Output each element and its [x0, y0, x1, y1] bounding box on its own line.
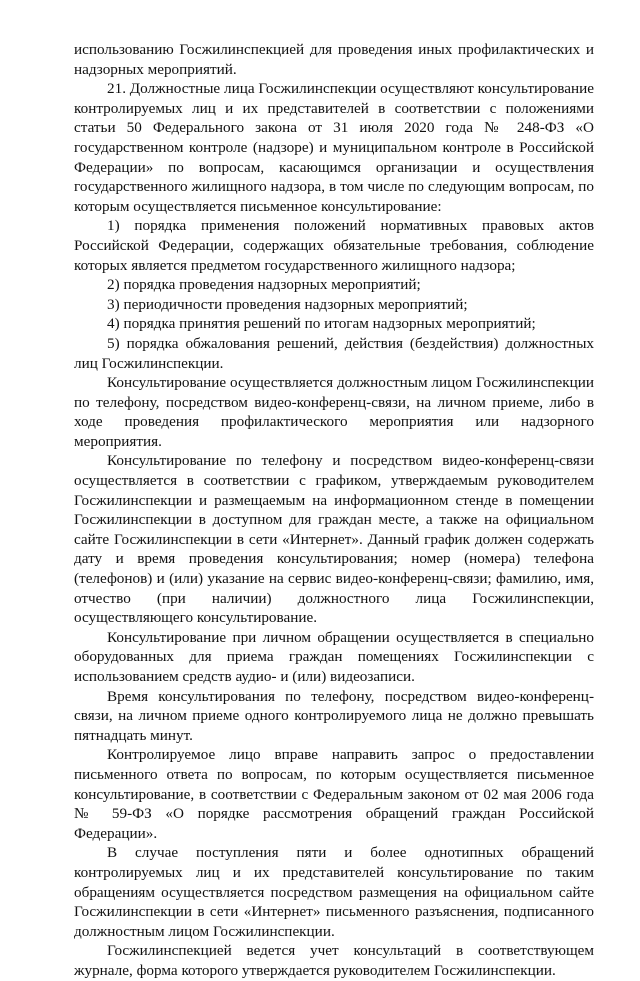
- list-item-4: 4) порядка принятия решений по итогам надзорных мероприятий;: [107, 315, 536, 333]
- document-page: [74, 40, 594, 981]
- list-item-2: 2) порядка проведения надзорных мероприятий;: [107, 276, 421, 294]
- paragraph-time-limit: Время консультирования по телефону, посредством видео-конференц-связи, на личном приеме одного контролируемого лица не должно превышать пятнадцать минут.: [74, 687, 594, 744]
- paragraph-personal-visit: Консультирование при личном обращении осуществляется в специально оборудованных для приема граждан помещениях Госжилинспекции с использованием средств аудио- и (или) видеозаписи.: [74, 628, 594, 685]
- paragraph-consulting-methods: Консультирование осуществляется должностным лицом Госжилинспекции по телефону, посредством видео-конференц-связи, на личном приеме, либо в ходе проведения профилактического мероприятия или надзорного мероприятия.: [74, 374, 594, 450]
- paragraph-similar-requests: В случае поступления пяти и более однотипных обращений контролируемых лиц и их представителей консультирование по таким обращениям осуществляется посредством размещения на официальном сайте Госжилинспекции в сети «Интернет» письменного разъяснения, подписанного должностным лицом Госжилинспекции.: [74, 844, 594, 940]
- paragraph-consulting-schedule: Консультирование по телефону и посредством видео-конференц-связи осуществляется в соответствии с графиком, утверждаемым руководителем Госжилинспекции и размещаемым на информационном стенде в помещении Госжилинспекции в доступном для граждан месте, а также на официальном сайте Госжилинспекции в сети «Интернет». Данный график должен содержать дату и время проведения консультирования; номер (номера) телефона (телефонов) и (или) указание на сервис видео-конференц-связи; фамилию, имя, отчество (при наличии) должностного лица Госжилинспекции, осуществляющего консультирование.: [74, 452, 594, 627]
- list-item-1: 1) порядка применения положений нормативных правовых актов Российской Федерации, содержащих обязательные требования, соблюдение которых является предметом государственного жилищного надзора;: [74, 217, 594, 274]
- paragraph-continuation: использованию Госжилинспекцией для проведения иных профилактических и надзорных мероприятий.: [74, 41, 594, 78]
- list-item-3: 3) периодичности проведения надзорных мероприятий;: [107, 295, 468, 313]
- paragraph-item-21: 21. Должностные лица Госжилинспекции осуществляют консультирование контролируемых лиц и их представителей в соответствии с положениями статьи 50 Федерального закона от 31 июля 2020 года № 248-ФЗ «О государственном контроле (надзоре) и муниципальном контроле в Российской Федерации» по вопросам, касающимся организации и осуществления государственного жилищного надзора, в том числе по следующим вопросам, по которым осуществляется письменное консультирование:: [74, 80, 594, 215]
- paragraph-journal: Госжилинспекцией ведется учет консультаций в соответствующем журнале, форма которого утверждается руководителем Госжилинспекции.: [74, 942, 594, 979]
- list-item-5: 5) порядка обжалования решений, действия (бездействия) должностных лиц Госжилинспекции.: [74, 334, 594, 372]
- paragraph-written-request: Контролируемое лицо вправе направить запрос о предоставлении письменного ответа по вопросам, по которым осуществляется письменное консультирование, в соответствии с Федеральным законом от 02 мая 2006 года № 59-ФЗ «О порядке рассмотрения обращений граждан Российской Федерации».: [74, 746, 594, 842]
